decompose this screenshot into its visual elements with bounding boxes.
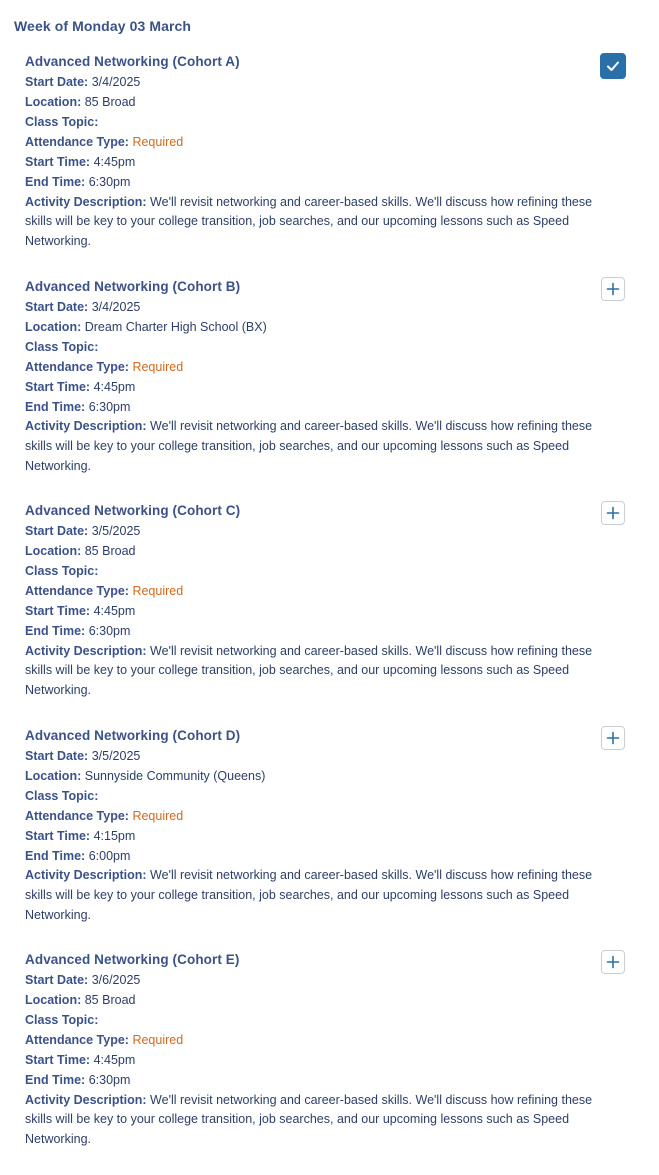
location-row	[25, 92, 659, 112]
start-time-label: Start Time:	[25, 379, 91, 394]
session-card	[0, 726, 659, 951]
location-label: Location:	[25, 319, 82, 334]
attendance-type-row	[25, 1030, 659, 1050]
activity-description	[25, 642, 600, 701]
session-card	[0, 501, 659, 726]
week-header: Week of Monday 03 March	[14, 18, 192, 34]
activity-description-label: Activity Description:	[25, 868, 147, 883]
class-topic-label: Class Topic:	[25, 339, 99, 354]
activity-description	[25, 417, 600, 476]
end-time-label: End Time:	[25, 848, 86, 863]
start-time-value: 4:45pm	[93, 1053, 136, 1068]
start-date-row	[25, 72, 659, 92]
activity-description-value: We'll revisit networking and career-based skills. We'll discuss how refining these skills will be key to your college transition, job searches, and our upcoming lessons such as Speed Networking.	[25, 419, 593, 473]
location-label: Location:	[25, 768, 82, 783]
start-date-value: 3/4/2025	[91, 75, 141, 89]
start-time-label: Start Time:	[25, 1053, 91, 1068]
attendance-type-value: Required	[132, 135, 184, 150]
end-time-label: End Time:	[25, 1073, 86, 1088]
location-label: Location:	[25, 993, 82, 1008]
end-time-row	[25, 172, 659, 192]
location-row	[25, 990, 659, 1010]
location-value: 85 Broad	[84, 544, 136, 559]
attendance-type-row	[25, 357, 659, 377]
class-topic-row	[25, 561, 659, 581]
start-time-value: 4:45pm	[93, 379, 136, 394]
class-topic-label: Class Topic:	[25, 115, 99, 130]
activity-description	[25, 1091, 600, 1150]
class-topic-label: Class Topic:	[25, 564, 99, 579]
activity-description-value: We'll revisit networking and career-based skills. We'll discuss how refining these skills will be key to your college transition, job searches, and our upcoming lessons such as Speed Networking.	[25, 643, 593, 698]
location-value: 85 Broad	[84, 95, 136, 110]
end-time-row	[25, 1070, 659, 1090]
session-title: Advanced Networking (Cohort D)	[25, 727, 241, 743]
end-time-value: 6:30pm	[88, 399, 131, 414]
class-topic-row	[25, 337, 659, 357]
session-add-button[interactable]	[601, 726, 625, 750]
class-topic-row	[25, 112, 659, 132]
activity-description-label: Activity Description:	[25, 643, 147, 658]
session-add-button[interactable]	[601, 501, 625, 525]
location-label: Location:	[25, 95, 82, 110]
location-row	[25, 317, 659, 337]
activity-description-value: We'll revisit networking and career-based skills. We'll discuss how refining these skills will be key to your college transition, job searches, and our upcoming lessons such as Speed Networking.	[25, 194, 593, 249]
start-date-label: Start Date:	[25, 973, 89, 987]
start-date-value: 3/5/2025	[91, 748, 141, 763]
end-time-row	[25, 846, 659, 866]
attendance-type-label: Attendance Type:	[25, 1033, 129, 1048]
session-title: Advanced Networking (Cohort C)	[25, 503, 241, 518]
class-topic-row	[25, 786, 659, 806]
plus-icon	[606, 282, 620, 296]
attendance-type-label: Attendance Type:	[25, 359, 129, 374]
start-time-label: Start Time:	[25, 155, 91, 170]
start-time-row	[25, 826, 659, 846]
attendance-type-row	[25, 581, 659, 601]
session-card	[0, 52, 659, 277]
session-list	[0, 52, 659, 1175]
session-title: Advanced Networking (Cohort A)	[25, 54, 240, 69]
start-date-row	[25, 746, 659, 766]
start-time-row	[25, 152, 659, 172]
end-time-label: End Time:	[25, 175, 86, 190]
activity-description-label: Activity Description:	[25, 419, 147, 434]
location-row	[25, 766, 659, 786]
start-date-label: Start Date:	[25, 748, 89, 763]
end-time-row	[25, 621, 659, 641]
session-add-button[interactable]	[601, 277, 625, 301]
end-time-value: 6:30pm	[88, 624, 131, 639]
attendance-type-row	[25, 806, 659, 826]
location-value: Dream Charter High School (BX)	[84, 319, 267, 334]
activity-description	[25, 193, 600, 252]
start-date-value: 3/5/2025	[91, 524, 141, 538]
location-row	[25, 541, 659, 561]
activity-description-value: We'll revisit networking and career-based skills. We'll discuss how refining these skills will be key to your college transition, job searches, and our upcoming lessons such as Speed Networking.	[25, 1092, 593, 1147]
start-time-label: Start Time:	[25, 604, 91, 619]
attendance-type-value: Required	[132, 808, 184, 823]
start-time-label: Start Time:	[25, 828, 91, 843]
attendance-type-label: Attendance Type:	[25, 135, 129, 150]
location-value: Sunnyside Community (Queens)	[84, 768, 266, 783]
attendance-type-value: Required	[132, 584, 184, 599]
start-date-row	[25, 297, 659, 317]
check-icon	[605, 58, 621, 74]
start-date-label: Start Date:	[25, 299, 89, 314]
attendance-type-value: Required	[132, 1033, 184, 1048]
session-add-button[interactable]	[601, 950, 625, 974]
start-time-row	[25, 1050, 659, 1070]
activity-description-label: Activity Description:	[25, 194, 147, 209]
attendance-type-row	[25, 132, 659, 152]
attendance-type-label: Attendance Type:	[25, 808, 129, 823]
start-date-value: 3/4/2025	[91, 299, 141, 314]
class-topic-label: Class Topic:	[25, 788, 99, 803]
activity-description-label: Activity Description:	[25, 1092, 147, 1107]
start-date-row	[25, 970, 659, 990]
start-time-value: 4:15pm	[93, 828, 136, 843]
session-card	[0, 950, 659, 1175]
location-label: Location:	[25, 544, 82, 559]
plus-icon	[606, 955, 620, 969]
location-value: 85 Broad	[84, 993, 136, 1008]
start-time-row	[25, 377, 659, 397]
end-time-value: 6:30pm	[88, 175, 131, 190]
start-date-row	[25, 521, 659, 541]
end-time-row	[25, 397, 659, 417]
end-time-label: End Time:	[25, 624, 86, 639]
end-time-value: 6:30pm	[88, 1073, 131, 1088]
session-select-checkbox[interactable]	[600, 53, 626, 79]
start-date-label: Start Date:	[25, 524, 89, 538]
class-topic-label: Class Topic:	[25, 1013, 99, 1028]
end-time-value: 6:00pm	[88, 848, 131, 863]
start-date-value: 3/6/2025	[91, 973, 141, 987]
plus-icon	[606, 506, 620, 520]
start-time-value: 4:45pm	[93, 155, 136, 170]
start-time-row	[25, 601, 659, 621]
attendance-type-label: Attendance Type:	[25, 584, 129, 599]
start-time-value: 4:45pm	[93, 604, 136, 619]
class-topic-row	[25, 1010, 659, 1030]
session-card	[0, 277, 659, 502]
plus-icon	[606, 731, 620, 745]
end-time-label: End Time:	[25, 399, 86, 414]
session-title: Advanced Networking (Cohort E)	[25, 952, 240, 967]
start-date-label: Start Date:	[25, 75, 89, 89]
activity-description	[25, 866, 600, 925]
session-title: Advanced Networking (Cohort B)	[25, 278, 241, 294]
activity-description-value: We'll revisit networking and career-based skills. We'll discuss how refining these skills will be key to your college transition, job searches, and our upcoming lessons such as Speed Networking.	[25, 868, 593, 922]
attendance-type-value: Required	[132, 359, 184, 374]
